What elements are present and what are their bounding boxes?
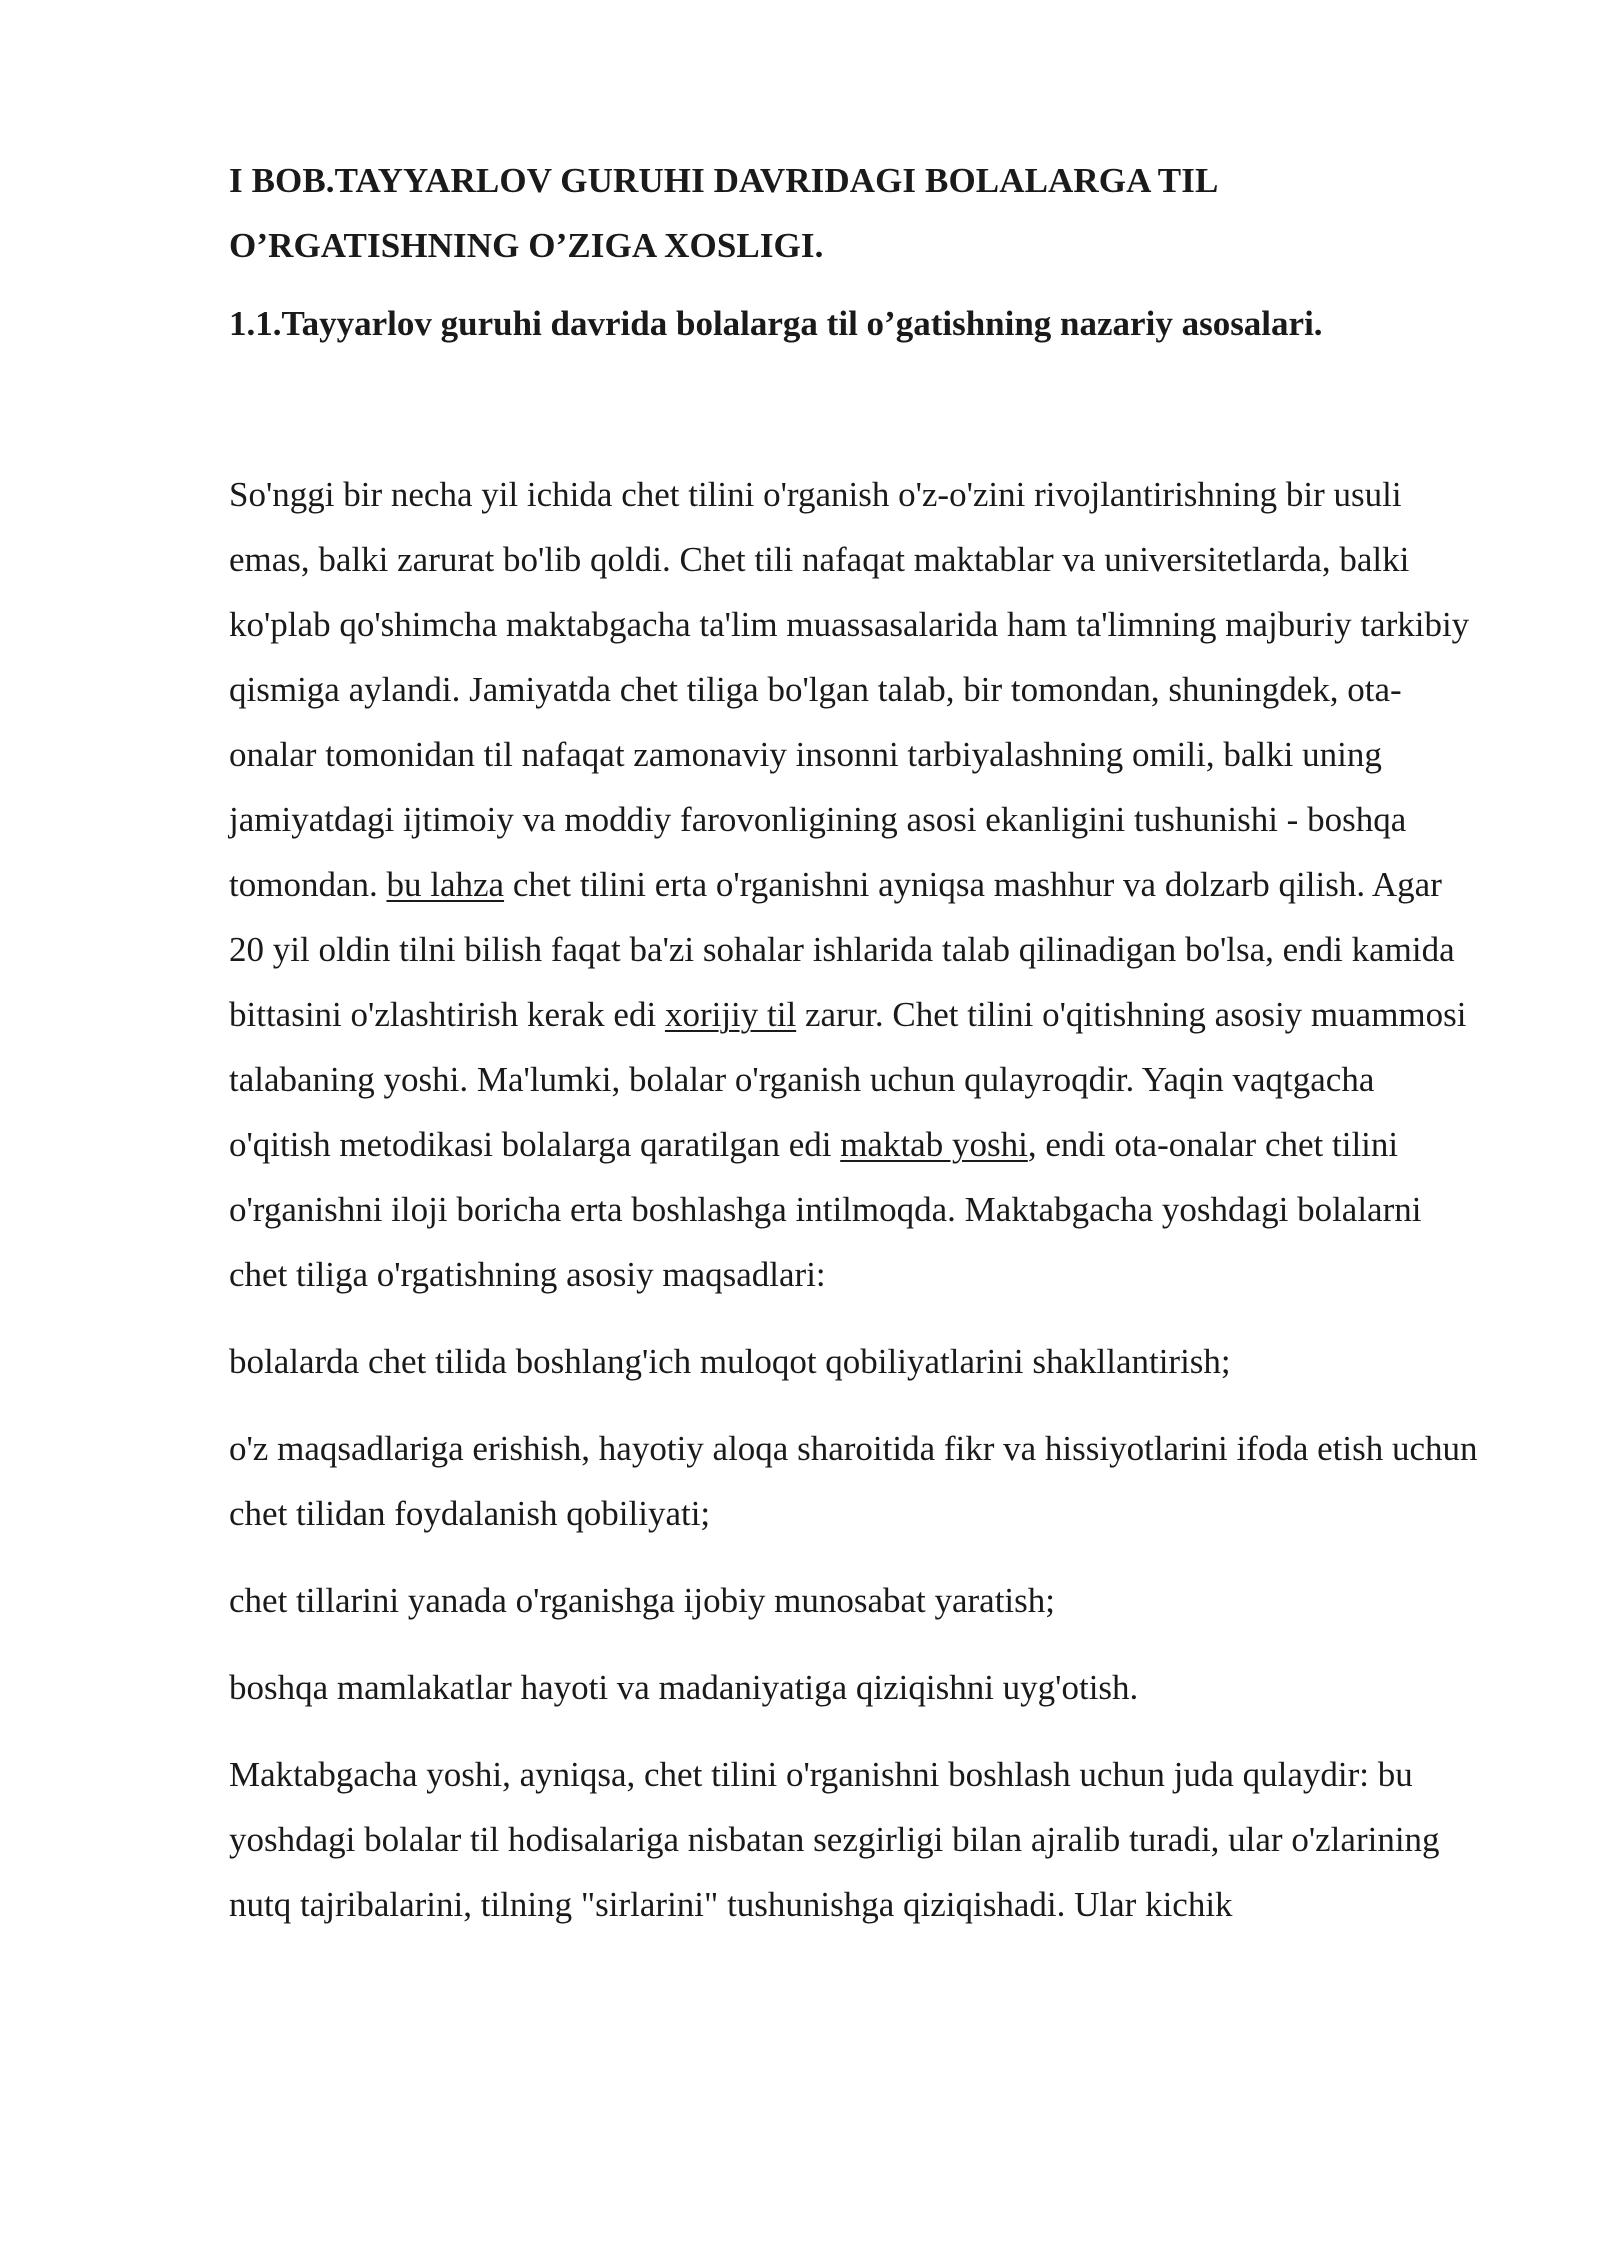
goal-item-2: o'z maqsadlariga erishish, hayotiy aloqa sharoitida fikr va hissiyotlarini ifoda etish uchun chet tilidan foydalanish qobiliyati; — [229, 1429, 1478, 1533]
link-bu-lahza[interactable]: bu lahza — [386, 865, 505, 904]
document-page — [229, 148, 1479, 1959]
closing-paragraph: Maktabgacha yoshi, ayniqsa, chet tilini o'rganishni boshlash uchun juda qulaydir: bu yoshdagi bolalar til hodisalariga nisbatan sezgirligi bilan ajralib turadi, ular o'zlarining nutq tajribalarini, tilning "sirlarini" tushunishga qiziqishadi. Ular kichik — [229, 1755, 1440, 1924]
goal-item-4: boshqa mamlakatlar hayoti va madaniyatiga qiziqishni uyg'otish. — [229, 1668, 1139, 1707]
intro-text-3: zarur. Chet tilini o'qitishning asosiy muammosi talabaning yoshi. Ma'lumki, bolalar o'rganish uchun qulayroqdir. Yaqin vaqtgacha o'qitish metodikasi bolalarga qaratilgan edi — [229, 995, 1467, 1164]
chapter-title-line-2: O’RGATISHNING O’ZIGA XOSLIGI. — [229, 226, 824, 265]
intro-text-2: chet tilini erta o'rganishni ayniqsa mashhur va dolzarb qilish. Agar 20 yil oldin tilni bilish faqat ba'zi sohalar ishlarida talab qilinadigan bo'lsa, endi kamida bittasini o'zlashtirish kerak edi — [229, 865, 1455, 1034]
link-xorijiy-til[interactable]: xorijiy til — [664, 995, 797, 1034]
intro-text-4: , endi ota-onalar chet tilini o'rganishni iloji boricha erta boshlashga intilmoqda. Maktabgacha yoshdagi bolalarni chet tiliga o'rgatishning asosiy maqsadlari: — [229, 1125, 1422, 1294]
chapter-title-line-1: I BOB.TAYYARLOV GURUHI DAVRIDAGI BOLALARGA TIL — [229, 161, 1219, 200]
intro-paragraph — [229, 462, 1479, 1307]
link-maktab-yoshi[interactable]: maktab yoshi — [840, 1125, 1028, 1164]
goal-item-3: chet tillarini yanada o'rganishga ijobiy munosabat yaratish; — [229, 1581, 1056, 1620]
goal-item-1: bolalarda chet tilida boshlang'ich muloqot qobiliyatlarini shakllantirish; — [229, 1342, 1231, 1381]
intro-text-1: So'nggi bir necha yil ichida chet tilini o'rganish o'z-o'zini rivojlantirishning bir usuli emas, balki zarurat bo'lib qoldi. Chet tili nafaqat maktablar va universitetlarda, balki ko'plab qo'shimcha maktabgacha ta'lim muassasalarida ham ta'limning majburiy tarkibiy qismiga aylandi. Jamiyatda chet tiliga bo'lgan talab, bir tomondan, shuningdek, ota-onalar tomonidan til nafaqat zamonaviy insonni tarbiyalashning omili, balki uning jamiyatdagi ijtimoiy va moddiy farovonligining asosi ekanligini tushunishi - boshqa tomondan. — [229, 475, 1470, 904]
section-title: 1.1.Tayyarlov guruhi davrida bolalarga til o’gatishning nazariy asosalari. — [229, 304, 1323, 343]
chapter-title — [229, 148, 1479, 278]
